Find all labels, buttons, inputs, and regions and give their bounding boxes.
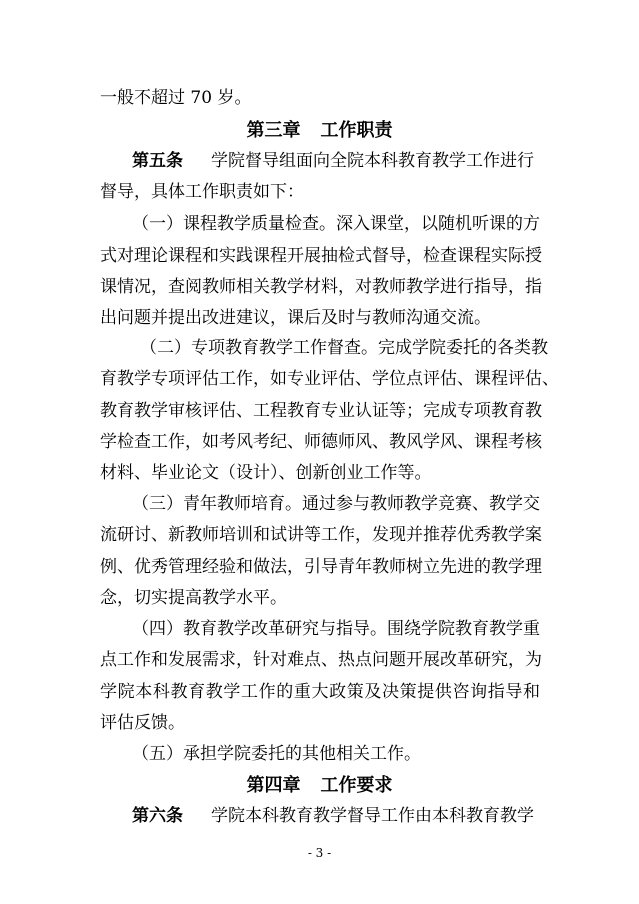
chapter-3-heading bbox=[0, 119, 639, 143]
text-line-4: 督导，具体工作职责如下： bbox=[100, 182, 304, 202]
text-line-22: （五）承担学院委托的其他相关工作。 bbox=[132, 744, 421, 764]
text-line-8: 出问题并提出改进建议，课后及时与教师沟通交流。 bbox=[100, 308, 491, 328]
text-line-20: 学院本科教育教学工作的重大政策及决策提供咨询指导和 bbox=[100, 682, 540, 702]
chapter-3-title: 工作职责 bbox=[320, 120, 393, 141]
text-line-5: （一）课程教学质量检查。深入课堂，以随机听课的方 bbox=[132, 214, 540, 234]
text-line-17: 念，切实提高教学水平。 bbox=[100, 588, 287, 608]
text-line-12: 学检查工作，如考风考纪、师德师风、教风学风、课程考核 bbox=[100, 432, 542, 452]
text-line-19: 点工作和发展需求，针对难点、热点问题开展改革研究，为 bbox=[100, 650, 542, 670]
article-6-label: 第六条 bbox=[132, 806, 183, 826]
text-line-13: 材料、毕业论文（设计）、创新创业工作等。 bbox=[100, 463, 432, 483]
article-5-text: 学院督导组面向全院本科教育教学工作进行 bbox=[211, 151, 534, 171]
text-line-16: 例、优秀管理经验和做法，引导青年教师树立先进的教学理 bbox=[100, 557, 542, 577]
text-line-14: （三）青年教师培育。通过参与教师教学竞赛、教学交 bbox=[132, 494, 540, 514]
article-6-text: 学院本科教育教学督导工作由本科教育教学 bbox=[211, 806, 534, 826]
text-line-11: 教育教学审核评估、工程教育专业认证等；完成专项教育教 bbox=[100, 401, 542, 421]
article-5-line bbox=[132, 149, 540, 173]
article-5-label: 第五条 bbox=[132, 151, 183, 171]
chapter-4-title: 工作要求 bbox=[320, 775, 393, 796]
page-number: - 3 - bbox=[307, 846, 332, 860]
chapter-4-heading bbox=[0, 774, 639, 798]
text-line-15: 流研讨、新教师培训和试讲等工作，发现并推荐优秀教学案 bbox=[100, 525, 542, 545]
article-6-line bbox=[132, 804, 540, 828]
text-line-6: 式对理论课程和实践课程开展抽检式督导，检查课程实际授 bbox=[100, 246, 542, 266]
chapter-4-number: 第四章 bbox=[246, 775, 301, 796]
text-line-21: 评估反馈。 bbox=[100, 713, 185, 733]
text-line-10: 育教学专项评估工作，如专业评估、学位点评估、课程评估、 bbox=[100, 369, 559, 389]
text-line-7: 课情况，查阅教师相关教学材料，对教师教学进行指导，指 bbox=[100, 277, 542, 297]
chapter-3-number: 第三章 bbox=[246, 120, 301, 141]
text-line-1: 一般不超过 70 岁。 bbox=[100, 88, 252, 108]
text-line-18: （四）教育教学改革研究与指导。围绕学院教育教学重 bbox=[132, 619, 540, 639]
text-line-9: （二）专项教育教学工作督查。完成学院委托的各类教 bbox=[140, 338, 548, 358]
